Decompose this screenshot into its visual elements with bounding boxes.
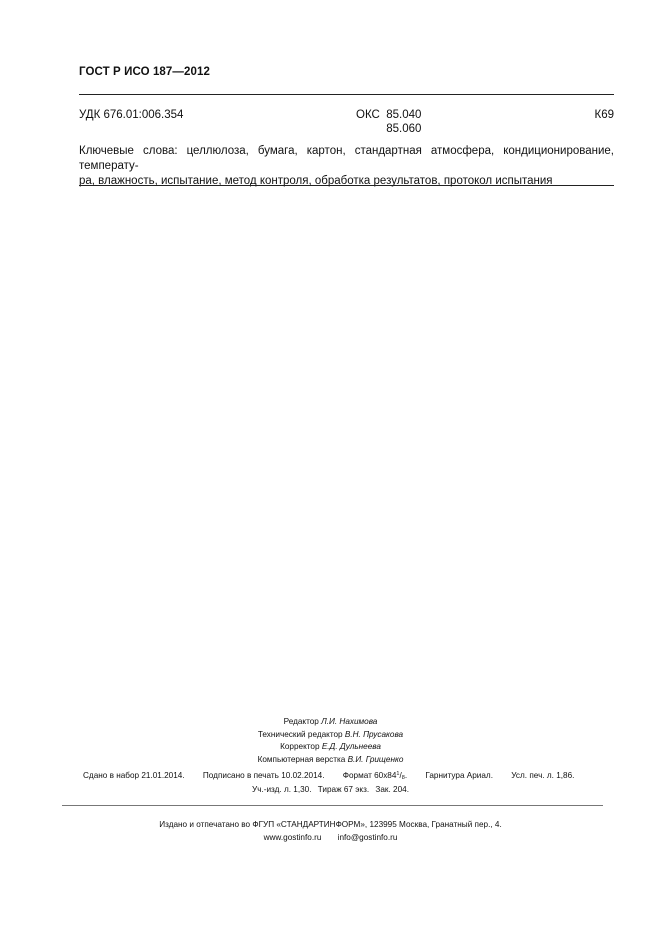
- top-divider: [79, 94, 614, 95]
- publisher-links: [0, 831, 661, 844]
- signed-date: [203, 771, 325, 780]
- print-info-line-1: [83, 771, 574, 781]
- order-number: Зак. 204.: [375, 785, 409, 794]
- format: [343, 771, 407, 780]
- credit-name: Е.Д. Дульнеева: [321, 742, 381, 752]
- submitted-date: Сдано в набор 21.01.2014.: [83, 771, 185, 780]
- printed-sheets: Усл. печ. л. 1,86.: [511, 771, 575, 780]
- oks-label: ОКС: [356, 109, 380, 121]
- credit-name: Л.И. Нахимова: [321, 717, 378, 726]
- credits-block: [0, 716, 661, 767]
- typeface: Гарнитура Ариал.: [425, 771, 493, 780]
- imprint-divider: [62, 805, 603, 806]
- credit-proofreader: [0, 741, 661, 754]
- keywords-divider: [79, 185, 614, 186]
- keywords-line-2: ра, влажность, испытание, метод контроля, обработка результатов, протокол испытания: [79, 175, 553, 187]
- credit-editor: [0, 716, 661, 729]
- publisher-line: Издано и отпечатано во ФГУП «СТАНДАРТИНФОРМ», 123995 Москва, Гранатный пер., 4.: [159, 820, 502, 829]
- publisher-block: [0, 818, 661, 844]
- classification-code: К69: [594, 109, 614, 121]
- publisher-sheets: Уч.-изд. л. 1,30.: [252, 785, 312, 794]
- credit-role: Редактор: [283, 717, 319, 726]
- format-sup: 1: [396, 771, 400, 777]
- credit-name: В.Н. Прусакова: [344, 729, 404, 739]
- udc-code: УДК 676.01:006.354: [79, 109, 184, 121]
- circulation: Тираж 67 экз.: [317, 785, 370, 794]
- format-text: Формат 60х84: [342, 771, 397, 780]
- oks-block: [356, 108, 421, 136]
- signed-text: Подписано в печать 10.02.2014.: [202, 771, 325, 780]
- keywords-block: [79, 144, 614, 189]
- credit-role: Технический редактор: [257, 729, 343, 739]
- credit-layout: [0, 754, 661, 767]
- format-slash: /: [399, 771, 402, 780]
- format-suffix: .: [404, 771, 408, 780]
- standard-code: ГОСТ Р ИСО 187—2012: [79, 66, 211, 78]
- website-link[interactable]: www.gostinfo.ru: [263, 833, 322, 842]
- oks-codes: [386, 108, 421, 136]
- keywords-line-1: Ключевые слова: целлюлоза, бумага, картон, стандартная атмосфера, кондиционирование, температу-: [79, 145, 614, 172]
- credit-role: Корректор: [280, 742, 320, 752]
- credit-name: В.И. Грищенко: [347, 755, 404, 765]
- format-sub: 8: [401, 775, 405, 781]
- oks-code-1: 85.040: [386, 109, 422, 121]
- credit-role: Компьютерная верстка: [257, 755, 346, 765]
- oks-code-2: 85.060: [386, 123, 422, 135]
- print-info-line-2: [0, 785, 661, 794]
- email-link[interactable]: info@gostinfo.ru: [337, 833, 398, 842]
- credit-tech-editor: [0, 729, 661, 742]
